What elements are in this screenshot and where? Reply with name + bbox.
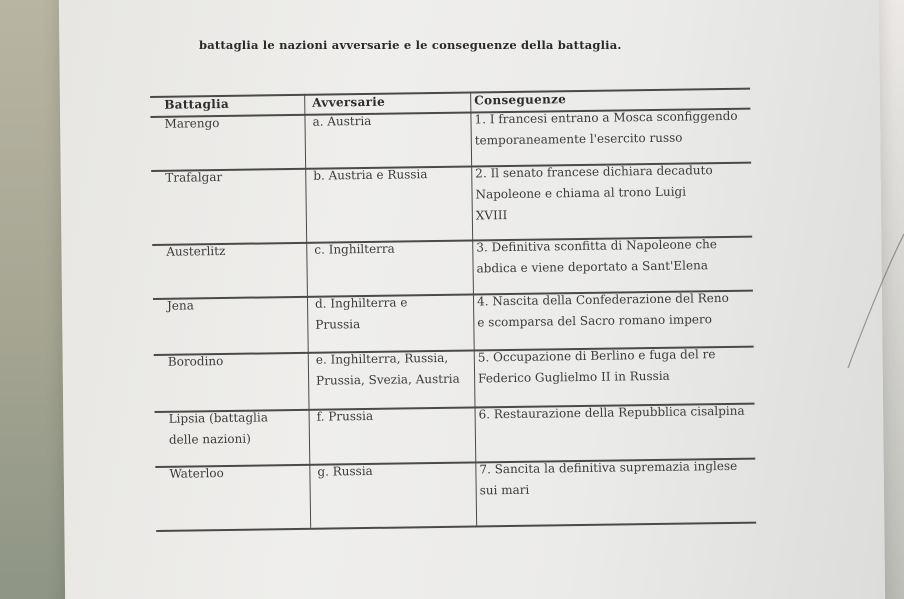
- battles-table: [150, 78, 756, 530]
- opponents-cell-text: Prussia, Svezia, Austria: [316, 371, 460, 388]
- consequence-cell-text: e scomparsa del Sacro romano impero: [477, 311, 713, 330]
- battle-cell-text: Lipsia (battaglia: [168, 410, 269, 426]
- opponents-cell-text: e. Inghilterra, Russia,: [315, 350, 449, 367]
- battle-cell-text: Jena: [166, 298, 194, 313]
- opponents-cell-text: d. Inghilterra e: [314, 295, 408, 311]
- battle-cell-text: Borodino: [167, 354, 224, 369]
- consequence-cell-text: abdica e viene deportato a Sant'Elena: [476, 258, 709, 276]
- battle-cell-text: Trafalgar: [165, 170, 223, 185]
- opponents-cell-text: b. Austria e Russia: [313, 167, 428, 183]
- consequence-cell-text: XVIII: [475, 207, 508, 223]
- opponents-cell-text: c. Inghilterra: [314, 241, 395, 257]
- battle-cell-text: Austerlitz: [166, 243, 226, 259]
- column-divider: [470, 92, 477, 526]
- opponents-cell-text: Prussia: [315, 316, 361, 332]
- column-divider: [304, 94, 311, 528]
- battle-cell-text: delle nazioni): [168, 431, 251, 447]
- consequence-cell-text: 2. Il senato francese dichiara decaduto: [475, 163, 713, 181]
- column-header: Battaglia: [164, 96, 230, 112]
- consequence-cell-text: Napoleone e chiama al trono Luigi: [475, 184, 687, 202]
- document-heading: battaglia le nazioni avversarie e le conseguenze della battaglia.: [199, 38, 622, 52]
- battle-cell-text: Marengo: [164, 116, 220, 131]
- consequence-cell-text: 5. Occupazione di Berlino e fuga del re: [477, 347, 716, 365]
- consequence-cell-text: temporaneamente l'esercito russo: [474, 130, 683, 148]
- opponents-cell-text: g. Russia: [317, 463, 373, 479]
- consequence-cell-text: 1. I francesi entrano a Mosca sconfiggendo: [474, 108, 738, 127]
- pen-stroke: [846, 230, 904, 370]
- consequence-cell-text: 4. Nascita della Confederazione del Reno: [476, 290, 729, 309]
- consequence-cell-text: sui mari: [479, 482, 530, 498]
- column-header: Conseguenze: [474, 92, 567, 108]
- column-header: Avversarie: [312, 94, 386, 110]
- consequence-cell-text: 6. Restaurazione della Repubblica cisalpina: [478, 403, 745, 422]
- opponents-cell-text: a. Austria: [312, 113, 372, 129]
- battle-cell-text: Waterloo: [169, 466, 224, 481]
- consequence-cell-text: 7. Sancita la definitiva supremazia inglese: [479, 458, 738, 477]
- opponents-cell-text: f. Prussia: [316, 408, 374, 424]
- consequence-cell-text: 3. Definitiva sconfitta di Napoleone che: [476, 237, 718, 255]
- consequence-cell-text: Federico Guglielmo II in Russia: [478, 368, 670, 386]
